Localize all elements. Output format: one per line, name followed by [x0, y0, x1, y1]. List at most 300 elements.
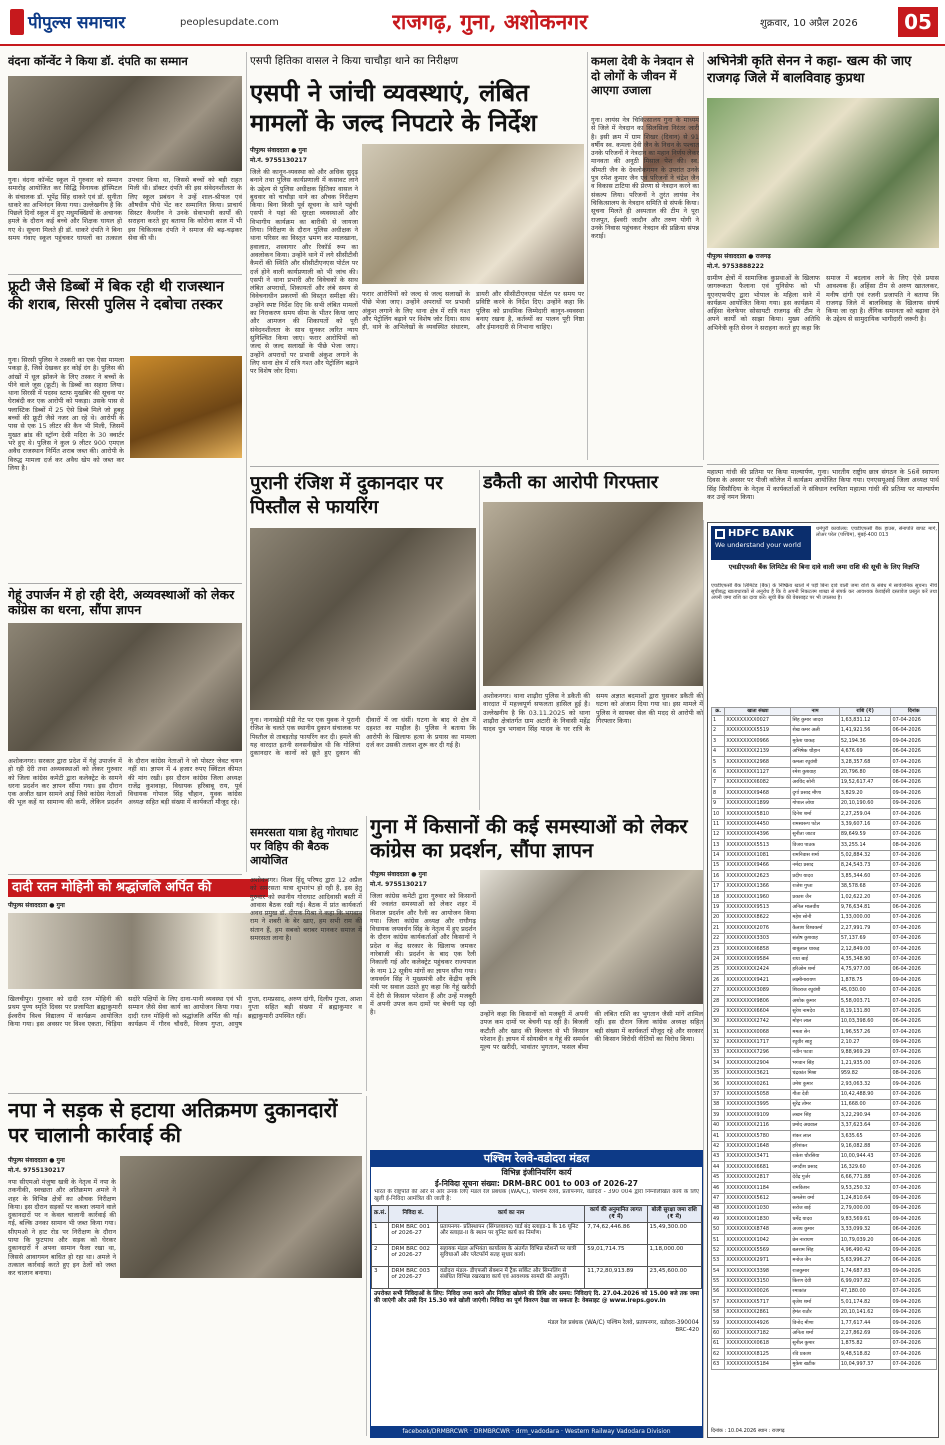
hdfc-cell: 62: [712, 1349, 725, 1359]
hdfc-cell: संतोष कुशवाह: [791, 933, 839, 943]
hdfc-cell: 07-04-2026: [891, 1183, 937, 1193]
hdfc-cell: राधा बाई: [791, 954, 839, 964]
hdfc-cell: 1,41,921.56: [839, 725, 891, 735]
hdfc-cell: XXXXXXXXX8125: [725, 1349, 791, 1359]
rail-header-1: निविदा सं.: [389, 1206, 438, 1223]
hdfc-row: [712, 913, 937, 923]
hdfc-cell: 07-04-2026: [891, 861, 937, 871]
hdfc-row: [712, 1006, 937, 1016]
section-banner: [355, 5, 625, 39]
hdfc-cell: XXXXXXXXX5513: [725, 840, 791, 850]
hdfc-header-3: राशि (₹): [839, 708, 891, 716]
hdfc-cell: 9: [712, 798, 725, 808]
hdfc-row: [712, 1328, 937, 1338]
hdfc-cell: 10,79,039.20: [839, 1235, 891, 1245]
story-firing: [250, 472, 476, 822]
hdfc-row: [712, 840, 937, 850]
headline-dacoity: डकैती का आरोपी गिरफ्तार: [483, 472, 659, 493]
phone-sp: मो.नं. 9755130217: [250, 157, 307, 164]
hdfc-cell: XXXXXXXXX3150: [725, 1276, 791, 1286]
hdfc-cell: 07-04-2026: [891, 1152, 937, 1162]
hdfc-cell: 5,58,003.71: [839, 996, 891, 1006]
hdfc-cell: 3: [712, 736, 725, 746]
hdfc-row: [712, 1131, 937, 1141]
body-sp-cont: फरार आरोपियों को जल्द से जल्द सलाखों के पीछे भेजा जाए। उन्होंने अपराधों पर प्रभावी अंकुश लगाने के लिए थाना क्षेत्र में रात्रि गश्त और पेट्रोलिंग बढ़ाने पर विशेष जोर दिया। साथ ही, थाने के अभिलेखों के व्यवस्थित संधारण, डायरी और सीसीटीएनएस पोर्टल पर समय पर प्रविष्टि करने के निर्देश दिए। उन्होंने कहा कि पुलिस को प्राथमिक जिम्मेदारी कानून-व्यवस्था बनाए रखना है, कर्तव्यों का पालन पूरी निष्ठा और ईमानदारी से निभाना चाहिए।: [362, 290, 584, 332]
hdfc-cell: XXXXXXXXX5569: [725, 1245, 791, 1255]
hdfc-cell: XXXXXXXXX1030: [725, 1203, 791, 1213]
hdfc-cell: 07-04-2026: [891, 1110, 937, 1120]
caption-nsui: महात्मा गांधी की प्रतिमा पर किया माल्यार्पण, गुना। भारतीय राष्ट्रीय छात्र संगठन के 56वें स्थापना दिवस के अवसर पर पीजी कॉलेज में कार्यक्रम आयोजित किया गया। एनएसयूआई जिला अध्यक्ष पार्थ सिंह सिसौदिया के नेतृत्व में कार्यकर्ताओं ने संविधान रचयिता महात्मा गांधी की प्रतिमा पर माल्यार्पण कर उन्हें नमन किया।: [707, 468, 939, 501]
hdfc-row: [712, 788, 937, 798]
hdfc-cell: XXXXXXXXX2817: [725, 1172, 791, 1182]
hdfc-cell: 07-04-2026: [891, 985, 937, 995]
hdfc-cell: XXXXXXXXX3621: [725, 1068, 791, 1078]
hdfc-row: [712, 1214, 937, 1224]
hdfc-cell: 18: [712, 892, 725, 902]
hdfc-row: [712, 725, 937, 735]
hdfc-cell: XXXXXXXXX5058: [725, 1089, 791, 1099]
hdfc-cell: 35: [712, 1068, 725, 1078]
hdfc-cell: लखन सिंह: [791, 1110, 839, 1120]
hdfc-cell: सुरेश नामदेव: [791, 1006, 839, 1016]
hdfc-cell: 09-04-2026: [891, 1318, 937, 1328]
hdfc-cell: 52: [712, 1245, 725, 1255]
hdfc-cell: 1: [712, 715, 725, 725]
hdfc-cell: 9,76,634.81: [839, 902, 891, 912]
hdfc-row: [712, 1224, 937, 1234]
body-convent: गुना। वंदना कॉन्वेंट स्कूल में गुरुवार को सम्मान समारोह आयोजित कर सिद्धि विनायक हॉस्पिटल के संचालक डॉ. भूपेंद्र सिंह धाकरे एवं डॉ. सुनीता धाकरे का अभिनंदन किया गया। उल्लेखनीय है कि पिछले दिनों स्कूल में हुए मधुमक्खियों के अचानक हमले के दौरान कई बच्चे और शिक्षक घायल हो गए थे। सूचना मिलते ही डॉ. धाकरे दंपति ने बिना समय गंवाए स्कूल पहुंचकर घायलों का तत्काल उपचार किया था, जिससे बच्चों को बड़ी राहत मिली थी। डॉक्टर दंपति की इस संवेदनशीलता के लिए स्कूल प्रबंधन ने उन्हें शाल-श्रीफल एवं औषधीय पौधे भेंट कर सम्मानित किया। प्राचार्य सिस्टर कैथरीन ने उनके सेवाभावी कार्यों की सराहना करते हुए बताया कि कोरोना काल में भी इस चिकित्सक दंपति ने समाज की बढ़-चढ़कर सेवा की थी।: [8, 176, 242, 243]
hdfc-cell: अनिल मालवीय: [791, 902, 839, 912]
hdfc-row: [712, 1172, 937, 1182]
hdfc-cell: XXXXXXXXX3089: [725, 985, 791, 995]
hdfc-cell: 06-04-2026: [891, 746, 937, 756]
hdfc-footer: दिनांक : 10.04.2026 स्थान : राजगढ़: [711, 1428, 785, 1434]
hdfc-cell: विनोद मीणा: [791, 1318, 839, 1328]
hdfc-row: [712, 923, 937, 933]
rail-header-3: कार्य की अनुमानित लागत (₹ में): [585, 1206, 647, 1223]
rail-table: [371, 1205, 702, 1289]
hdfc-title: एचडीएफसी बैंक लिमिटेड की बिना दावे वाली जमा राशि की सूची के लिए विज्ञप्ति: [728, 563, 920, 571]
hdfc-row: [712, 933, 937, 943]
hdfc-row: [712, 892, 937, 902]
hdfc-cell: शेख कमर अली: [791, 725, 839, 735]
hdfc-cell: XXXXXXXXX5519: [725, 725, 791, 735]
hdfc-cell: 2,79,000.00: [839, 1203, 891, 1213]
hdfc-row: [712, 1339, 937, 1349]
phone-encroachment: मो.नं. 9755130217: [8, 1167, 65, 1174]
hdfc-address: धर्मपुरी कार्यालय: एचडीएफसी बैंक हाउस, सेनापति बापट मार्ग, लोअर परेल (पश्चिम), मुंबई-400 013: [816, 526, 937, 539]
hdfc-cell: 10: [712, 809, 725, 819]
hdfc-cell: XXXXXXXXX1960: [725, 892, 791, 902]
hdfc-cell: XXXXXXXXX7182: [725, 1328, 791, 1338]
hdfc-cell: XXXXXXXXX2076: [725, 923, 791, 933]
hdfc-cell: ममता सेन: [791, 1027, 839, 1037]
story-dacoity: [483, 472, 703, 810]
hdfc-cell: XXXXXXXXX3398: [725, 1266, 791, 1276]
hdfc-cell: 09-04-2026: [891, 1214, 937, 1224]
hdfc-cell: रवि प्रकाश: [791, 1349, 839, 1359]
byline-kriti-sanon: पीपुल्स संवाददाता ● राजगढ़: [707, 253, 771, 260]
hdfc-header-2: नाम: [791, 708, 839, 716]
hdfc-row: [712, 1359, 937, 1369]
hdfc-cell: सुनीता जाटव: [791, 829, 839, 839]
hdfc-cell: शंकर लाल: [791, 1131, 839, 1141]
hdfc-cell: 1,875.82: [839, 1339, 891, 1349]
hdfc-cell: 08-04-2026: [891, 840, 937, 850]
hdfc-cell: 06-04-2026: [891, 1224, 937, 1234]
hdfc-cell: 2,93,063.32: [839, 1079, 891, 1089]
hdfc-cell: जगदीश प्रसाद: [791, 1162, 839, 1172]
hdfc-cell: 12: [712, 829, 725, 839]
hdfc-cell: 06-04-2026: [891, 1016, 937, 1026]
hdfc-cell: 2,27,991.79: [839, 923, 891, 933]
hdfc-cell: 8,24,543.73: [839, 861, 891, 871]
hdfc-cell: 09-04-2026: [891, 736, 937, 746]
hdfc-cell: 28: [712, 996, 725, 1006]
hdfc-cell: XXXXXXXXX4926: [725, 1318, 791, 1328]
hdfc-cell: 07-04-2026: [891, 1131, 937, 1141]
rail-cell: वडोदरा मंडल- डीएफसी सेक्शन में ट्रैक सर्किट और सिग्नलिंग से संबंधित विभिन्न रखरखाव कार्य एवं आवश्यक सामग्री की आपूर्ति।: [437, 1266, 584, 1288]
hdfc-row: [712, 964, 937, 974]
hdfc-cell: 07-04-2026: [891, 1359, 937, 1369]
hdfc-cell: 07-04-2026: [891, 819, 937, 829]
hdfc-cell: 50: [712, 1224, 725, 1234]
hdfc-cell: 5,01,174.82: [839, 1297, 891, 1307]
hdfc-cell: XXXXXXXXX3471: [725, 1152, 791, 1162]
hdfc-cell: 47: [712, 1193, 725, 1203]
hdfc-cell: 07-04-2026: [891, 809, 937, 819]
hdfc-cell: 52,194.36: [839, 736, 891, 746]
hdfc-cell: 09-04-2026: [891, 1245, 937, 1255]
rail-header-4: बोली सुरक्षा जमा राशि (₹ में): [647, 1206, 701, 1223]
hdfc-cell: XXXXXXXXX2623: [725, 871, 791, 881]
hdfc-row: [712, 715, 937, 725]
hdfc-cell: हरिशंकर: [791, 1141, 839, 1151]
rail-cell: 1,18,000.00: [647, 1244, 701, 1266]
hdfc-cell: 3,28,357.68: [839, 757, 891, 767]
railway-tender-ad: [370, 1150, 703, 1438]
hdfc-cell: XXXXXXXXX1042: [725, 1235, 791, 1245]
rail-cell: सहायक मंडल अभियंता कार्यालय के अंतर्गत विभिन्न स्टेशनों पर यात्री सुविधाओं और प्लेटफॉर्म सतह सुधार कार्य।: [437, 1244, 584, 1266]
hdfc-cell: अनिता शर्मा: [791, 1328, 839, 1338]
hdfc-cell: कमलेश वर्मा: [791, 1193, 839, 1203]
hdfc-cell: XXXXXXXXX8622: [725, 913, 791, 923]
hdfc-cell: XXXXXXXXX5184: [725, 1359, 791, 1369]
hdfc-cell: नवीन पटवा: [791, 1048, 839, 1058]
byline-encroachment: पीपुल्स संवाददाता ● गुना: [8, 1157, 65, 1164]
hdfc-cell: 2,10.27: [839, 1037, 891, 1047]
hdfc-cell: 32: [712, 1037, 725, 1047]
hdfc-cell: XXXXXXXXX5612: [725, 1193, 791, 1203]
hdfc-cell: 07-04-2026: [891, 1048, 937, 1058]
hdfc-cell: 4,676.69: [839, 746, 891, 756]
hdfc-row: [712, 850, 937, 860]
rail-cell: 11,72,80,913.89: [585, 1266, 647, 1288]
hdfc-cell: 25: [712, 964, 725, 974]
hdfc-cell: रामनिवास शर्मा: [791, 850, 839, 860]
headline-liquor: फ्रूटी जैसे डिब्बों में बिक रही थी राजस्थान की शराब, सिरसी पुलिस ने दबोचा तस्कर: [8, 278, 224, 313]
hdfc-cell: XXXXXXXXX0618: [725, 1339, 791, 1349]
hdfc-cell: 5,63,996.27: [839, 1255, 891, 1265]
hdfc-cell: 22: [712, 933, 725, 943]
hdfc-row: [712, 1141, 937, 1151]
byline-tribute: पीपुल्स संवाददाता ● गुना: [8, 902, 65, 909]
hdfc-cell: 08-04-2026: [891, 1068, 937, 1078]
hdfc-cell: सिंह कुमार जादव: [791, 715, 839, 725]
hdfc-cell: 11,668.00: [839, 1100, 891, 1110]
story-kriti-sanon: [707, 54, 939, 462]
hdfc-cell: 14: [712, 850, 725, 860]
hdfc-row: [712, 767, 937, 777]
hdfc-cell: 11: [712, 819, 725, 829]
hdfc-cell: XXXXXXXXX9468: [725, 788, 791, 798]
photo-caption-nsui: [707, 468, 939, 518]
hdfc-cell: गोपाल लोधा: [791, 798, 839, 808]
body-kriti-sanon: ग्रामीण क्षेत्रों में सामाजिक कुप्रथाओं के खिलाफ जागरूकता फैलाना एवं युनिसेफ को भी यूएनएफपीए द्वारा भोपाल के महिला थाने में कार्यक्रम आयोजित किया गया। इस कार्यक्रम में अहिंसा वेलफेयर सोसायटी राजगढ़ की टीम ने अपने कार्यों को साझा किया। मुख्य अतिथि अभिनेत्री कृति सेनन ने सराहना करते हुए कहा कि समाज में बदलाव लाने के लिए ऐसे प्रयास आवश्यक हैं। अहिंसा टीम से अरुण खातलकर, मनीष दांगी एवं रजनी प्रजापति ने बताया कि राजगढ़ जिले में बालविवाह के खिलाफ संघर्ष किया जा रहा है। लैंगिक समानता को बढ़ावा देने के उद्देश्य से सामुदायिक भागीदारी जरूरी है।: [707, 274, 939, 332]
hdfc-cell: 07-04-2026: [891, 1172, 937, 1182]
hdfc-row: [712, 1266, 937, 1276]
page-number: 05: [898, 7, 938, 37]
kicker-sp: एसपी हितिका वासल ने किया चाचौड़ा थाने का निरीक्षण: [250, 55, 459, 67]
rail-row: [372, 1244, 702, 1266]
hdfc-cell: 07-04-2026: [891, 913, 937, 923]
phone-farmers: मो.नं. 9755130217: [370, 881, 427, 888]
hdfc-cell: 8: [712, 788, 725, 798]
hdfc-cell: 09-04-2026: [891, 1079, 937, 1089]
hdfc-cell: 20,10,141.62: [839, 1307, 891, 1317]
hdfc-cell: रामकिशन: [791, 1183, 839, 1193]
hdfc-notice: [707, 522, 939, 1438]
story-encroachment: [8, 1098, 362, 1438]
hdfc-row: [712, 1255, 937, 1265]
hdfc-cell: 8,19,131.80: [839, 1006, 891, 1016]
hdfc-cell: XXXXXXXXX1717: [725, 1037, 791, 1047]
hdfc-cell: अभिषेक चौहान: [791, 746, 839, 756]
headline-farmers: गुना में किसानों की कई समस्याओं को लेकर कांग्रेस का प्रदर्शन, सौंपा ज्ञापन: [370, 814, 688, 862]
hdfc-cell: XXXXXXXXX7296: [725, 1048, 791, 1058]
hdfc-cell: 34: [712, 1058, 725, 1068]
hdfc-cell: अशोक कुमार: [791, 996, 839, 1006]
hdfc-cell: XXXXXXXXX4396: [725, 829, 791, 839]
hdfc-logo: [711, 526, 811, 541]
hdfc-cell: XXXXXXXXX9109: [725, 1110, 791, 1120]
hdfc-cell: 2,27,862.69: [839, 1328, 891, 1338]
rail-cell: 3: [372, 1266, 389, 1288]
hdfc-cell: 1,96,557.26: [839, 1027, 891, 1037]
hdfc-cell: XXXXXXXXX3995: [725, 1100, 791, 1110]
hdfc-cell: XXXXXXXXX5780: [725, 1131, 791, 1141]
hdfc-cell: 07-04-2026: [891, 850, 937, 860]
hdfc-cell: बाबूलाल धाकड़: [791, 944, 839, 954]
hdfc-cell: 06-04-2026: [891, 964, 937, 974]
body-liquor: गुना। सिरसी पुलिस ने तस्करी का एक ऐसा मामला पकड़ा है, जिसे देखकर हर कोई दंग है। पुलिस की आंखों में धूल झोंकने के लिए तस्कर ने बच्चों के पीने वाले जूस (फ्रूटी) के डिब्बों का सहारा लिया। थाना सिरसी में पदस्थ स्टाफ मुखबिर की सूचना पर घेराबंदी कर एक आरोपी को पकड़ा। उसके पास से फ्लास्टिक डिब्बों में 25 ऐसे डिब्बे मिले जो हूबहू बच्चों की फ्रूटी जैसे नजर आ रहे थे। आरोपी के पास से एक 15 लीटर की कैन भी मिली, जिसमें मुखत ब्रांड की स्ट्रॉन्ग देसी मदिरा के 30 क्वार्टर भरे हुए थे। पुलिस ने कुल 9 लीटर 900 एमएल अवैध राजस्थान निर्मित शराब जब्त की। आरोपी के विरुद्ध मामला दर्ज कर अवैध खेप को जब्त कर लिया है।: [8, 356, 124, 472]
hdfc-cell: 09-04-2026: [891, 1266, 937, 1276]
hdfc-logo-block: [711, 526, 811, 560]
hdfc-cell: XXXXXXXXX1127: [725, 767, 791, 777]
rail-header-2: कार्य का नाम: [437, 1206, 584, 1223]
hdfc-row: [712, 1318, 937, 1328]
byline-farmers: पीपुल्स संवाददाता ● गुना: [370, 871, 427, 878]
hdfc-cell: 5,02,884.32: [839, 850, 891, 860]
hdfc-cell: 9,48,518.82: [839, 1349, 891, 1359]
hdfc-cell: 10,04,997.37: [839, 1359, 891, 1369]
hdfc-cell: 09-04-2026: [891, 1307, 937, 1317]
hdfc-cell: 33,255.14: [839, 840, 891, 850]
hdfc-row: [712, 1245, 937, 1255]
hdfc-cell: 63: [712, 1359, 725, 1369]
hdfc-cell: 38,578.68: [839, 881, 891, 891]
hdfc-cell: 10,42,488.90: [839, 1089, 891, 1099]
hdfc-cell: 3,85,344.60: [839, 871, 891, 881]
hdfc-header-1: खाता संख्या: [725, 708, 791, 716]
hdfc-cell: 1,63,831.12: [839, 715, 891, 725]
hdfc-cell: 07-04-2026: [891, 1089, 937, 1099]
hdfc-cell: 53: [712, 1255, 725, 1265]
hdfc-cell: 27: [712, 985, 725, 995]
rail-cell: 7,74,62,446.86: [585, 1222, 647, 1244]
hdfc-cell: सरोज बाई: [791, 1203, 839, 1213]
hdfc-cell: 55: [712, 1276, 725, 1286]
hdfc-cell: XXXXXXXXX8748: [725, 1224, 791, 1234]
hdfc-cell: 6,66,771.88: [839, 1172, 891, 1182]
hdfc-cell: XXXXXXXXX9584: [725, 954, 791, 964]
rail-header-0: क्र.सं.: [372, 1206, 389, 1223]
photo-firing-arrest: [250, 528, 476, 710]
hdfc-cell: 21: [712, 923, 725, 933]
hdfc-cell: XXXXXXXXX3303: [725, 933, 791, 943]
rail-cell: DRM BRC 002 of 2026-27: [389, 1244, 438, 1266]
rail-dept: विभिन्न इंजीनियरिंग कार्य: [501, 1168, 572, 1177]
rail-row: [372, 1266, 702, 1288]
hdfc-row: [712, 1235, 937, 1245]
hdfc-row: [712, 757, 937, 767]
hdfc-cell: 4,75,977.00: [839, 964, 891, 974]
hdfc-row: [712, 809, 937, 819]
hdfc-cell: उमेश कुमार: [791, 1079, 839, 1089]
hdfc-cell: 3,22,290.94: [839, 1110, 891, 1120]
hdfc-row: [712, 954, 937, 964]
hdfc-cell: 31: [712, 1027, 725, 1037]
hdfc-row: [712, 736, 937, 746]
hdfc-cell: 07-04-2026: [891, 1141, 937, 1151]
hdfc-cell: 10,00,944.43: [839, 1152, 891, 1162]
hdfc-cell: XXXXXXXXX5717: [725, 1297, 791, 1307]
hdfc-cell: 2: [712, 725, 725, 735]
phone-kriti-sanon: मो.नं. 9753888222: [707, 263, 764, 270]
hdfc-cell: 07-04-2026: [891, 757, 937, 767]
hdfc-cell: 89,649.59: [839, 829, 891, 839]
hdfc-cell: XXXXXXXXX0261: [725, 1079, 791, 1089]
hdfc-cell: 3,829.20: [839, 788, 891, 798]
hdfc-name: HDFC BANK: [728, 528, 794, 539]
hdfc-row: [712, 1349, 937, 1359]
headline-vhp: समरसता यात्रा हेतु गोराघाट पर विहिप की बैठक आयोजित: [250, 826, 359, 867]
hdfc-cell: 33: [712, 1048, 725, 1058]
hdfc-cell: XXXXXXXXX9466: [725, 861, 791, 871]
hdfc-cell: 5: [712, 757, 725, 767]
hdfc-cell: कैलाश विश्वकर्मा: [791, 923, 839, 933]
hdfc-cell: 06-04-2026: [891, 725, 937, 735]
hdfc-cell: 30: [712, 1016, 725, 1026]
hdfc-row: [712, 1307, 937, 1317]
hdfc-cell: रामस्वरूप पटेल: [791, 819, 839, 829]
hdfc-cell: देवेंद्र गुर्जर: [791, 1172, 839, 1182]
hdfc-cell: 07-04-2026: [891, 881, 937, 891]
hdfc-cell: 19: [712, 902, 725, 912]
rail-code: BRC-420: [675, 1326, 699, 1333]
hdfc-cell: मुकेश खटीक: [791, 1359, 839, 1369]
hdfc-cell: 07-04-2026: [891, 1339, 937, 1349]
hdfc-cell: XXXXXXXXX1899: [725, 798, 791, 808]
hdfc-cell: XXXXXXXXX6858: [725, 944, 791, 954]
hdfc-tagline: We understand your world: [715, 541, 801, 549]
hdfc-cell: 07-04-2026: [891, 1120, 937, 1130]
photo-dacoity-accused: [483, 502, 703, 686]
hdfc-cell: XXXXXXXXX6082: [725, 777, 791, 787]
hdfc-cell: हेमंत राठौर: [791, 1307, 839, 1317]
hdfc-cell: 61: [712, 1339, 725, 1349]
hdfc-cell: प्रकाश जैन: [791, 892, 839, 902]
hdfc-cell: चंद्रकांत मिश्रा: [791, 1068, 839, 1078]
hdfc-row: [712, 1152, 937, 1162]
hdfc-cell: 07-04-2026: [891, 1100, 937, 1110]
hdfc-cell: 07-04-2026: [891, 933, 937, 943]
hdfc-cell: 23: [712, 944, 725, 954]
headline-encroachment: नपा ने सड़क से हटाया अतिक्रमण दुकानदारों पर चालानी कार्रवाई की: [8, 1098, 338, 1147]
rail-cell: 15,49,300.00: [647, 1222, 701, 1244]
hdfc-cell: XXXXXXXXX2139: [725, 746, 791, 756]
hdfc-cell: XXXXXXXXX2968: [725, 757, 791, 767]
masthead-logo: पीपुल्स समाचार: [28, 13, 126, 33]
hdfc-cell: 54: [712, 1266, 725, 1276]
hdfc-cell: 47,180.00: [839, 1287, 891, 1297]
hdfc-cell: 24: [712, 954, 725, 964]
hdfc-cell: XXXXXXXXX1366: [725, 881, 791, 891]
hdfc-cell: 29: [712, 1006, 725, 1016]
hdfc-cell: 07-04-2026: [891, 923, 937, 933]
hdfc-cell: 42: [712, 1141, 725, 1151]
hdfc-cell: 4: [712, 746, 725, 756]
body-farmers: जिला कांग्रेस कमेटी द्वारा गुरुवार को किसानों की ज्वलंत समस्याओं को लेकर शहर में विशाल प्रदर्शन और रैली का आयोजन किया गया। जिला कांग्रेस अध्यक्ष और राघौगढ़ विधायक जयवर्धन सिंह के नेतृत्व में हुए प्रदर्शन के दौरान कांग्रेस कार्यकर्ताओं और किसानों ने प्रदेश व केंद्र सरकार के खिलाफ जमकर नारेबाजी की। प्रदर्शन के बाद एक रैली निकाली गई और कलेक्ट्रेट पहुंचकर राज्यपाल के नाम 12 सूत्रीय मांगों का ज्ञापन सौंपा गया। जयवर्धन सिंह ने मुख्यमंत्री और केंद्रीय कृषि मंत्री पर सवाल उठाते हुए कहा कि गेहूं खरीदी में देरी से किसान परेशान हैं और उन्हें मजबूरी में अपनी उपज कम दामों पर बेचनी पड़ रही है।: [370, 892, 476, 1017]
hdfc-cell: दुर्गा प्रसाद मीणा: [791, 788, 839, 798]
rail-cell: DRM BRC 001 of 2026-27: [389, 1222, 438, 1244]
hdfc-cell: राजकुमार: [791, 1266, 839, 1276]
logo-badge-icon: [10, 9, 24, 35]
hdfc-logo-icon: [715, 529, 725, 539]
hdfc-row: [712, 1016, 937, 1026]
hdfc-cell: 07-04-2026: [891, 1027, 937, 1037]
hdfc-cell: 07-04-2026: [891, 1162, 937, 1172]
hdfc-cell: 6,99,097.82: [839, 1276, 891, 1286]
hdfc-cell: 10,03,398.60: [839, 1016, 891, 1026]
hdfc-cell: XXXXXXXXX9421: [725, 975, 791, 985]
hdfc-cell: विजय पाठक: [791, 840, 839, 850]
hdfc-cell: XXXXXXXXX2861: [725, 1307, 791, 1317]
headline-convent: वंदना कॉन्वेंट ने किया डॉ. दंपति का सम्मान: [8, 54, 188, 68]
hdfc-cell: 1,21,935.00: [839, 1058, 891, 1068]
headline-firing: पुरानी रंजिश में दुकानदार पर पिस्तौल से फायरिंग: [250, 473, 443, 518]
rail-cell: 2: [372, 1244, 389, 1266]
hdfc-row: [712, 1297, 937, 1307]
hdfc-cell: राकेश चौरसिया: [791, 1152, 839, 1162]
hdfc-cell: 13: [712, 840, 725, 850]
hdfc-cell: 4,96,490.42: [839, 1245, 891, 1255]
body-sp: जिले की कानून-व्यवस्था को और अधिक सुदृढ़ बनाने तथा पुलिस कार्यप्रणाली में कसावट लाने के उद्देश्य से पुलिस अधीक्षक हितिका वासल ने बुधवार को चाचौड़ा थाने का औचक निरीक्षण किया। बिना किसी पूर्व सूचना के थाने पहुंची एसपी ने यहां की सुरक्षा व्यवस्थाओं और विभागीय कार्यक्रम का बारीकी से जायजा लिया। निरीक्षण के दौरान पुलिस अधीक्षक ने थाना परिसर का विस्तृत भ्रमण कर मालखाना, हवालात, शस्त्रागार और रिकॉर्ड रूम का अवलोकन किया। उन्होंने थाने में लगे सीसीटीवी कैमरों की स्थिति और सीसीटीएनएस पोर्टल पर दर्ज होने वाली कार्यप्रणाली को भी जांच की। एसपी ने थाना प्रभारी और विवेचकों के साथ लंबित अपराधों, शिकायतों और लंबे समय से विवेचनाधीन प्रकरणों की विस्तृत समीक्षा की। उन्होंने स्पष्ट निर्देश दिए कि सभी लंबित मामलों का निराकरण समय सीमा के भीतर किया जाए और आमजन की शिकायतों को पूरी संवेदनशीलता के साथ सुनकर त्वरित न्याय सुनिश्चित किया जाए। फरार आरोपियों को जल्द से जल्द सलाखों के पीछे भेजा जाए। उन्होंने अपराधों पर प्रभावी अंकुश लगाने के लिए थाना क्षेत्र में रात्रि गश्त और पेट्रोलिंग बढ़ाने पर विशेष जोर दिया।: [250, 168, 358, 376]
headline-wheat-protest: गेहूं उपार्जन में हो रही देरी, अव्यवस्थाओं को लेकर कांग्रेस का धरना, सौंपा ज्ञापन: [8, 587, 235, 617]
hdfc-cell: 48: [712, 1203, 725, 1213]
hdfc-row: [712, 1287, 937, 1297]
hdfc-row: [712, 829, 937, 839]
